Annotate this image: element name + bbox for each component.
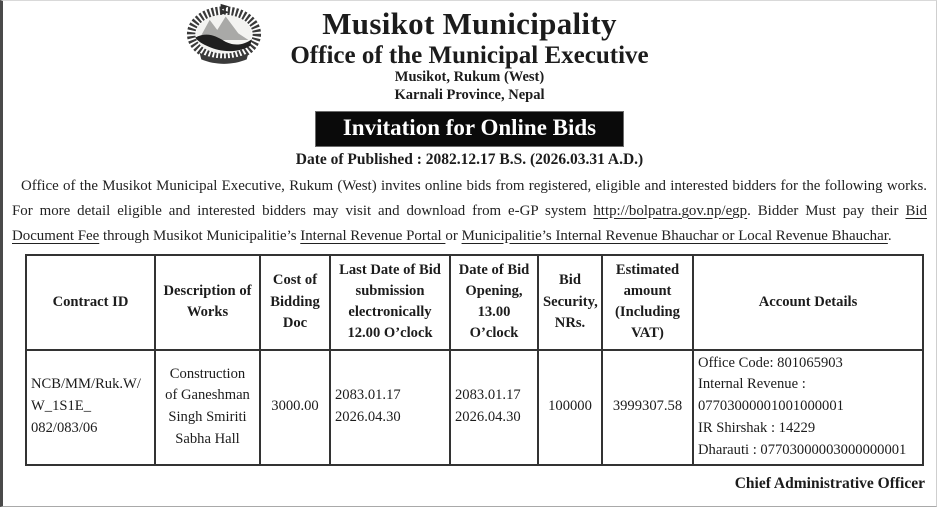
table-row	[26, 350, 923, 465]
header-account-details: Account Details	[693, 255, 923, 350]
header-contract-id: Contract ID	[26, 255, 155, 350]
published-date: Date of Published : 2082.12.17 B.S. (2026.03.31 A.D.)	[295, 150, 644, 168]
address-line-2: Karnali Province, Nepal	[394, 86, 545, 103]
address-line-1: Musikot, Rukum (West)	[394, 69, 545, 86]
last-date-bs: 2083.01.17	[335, 387, 401, 404]
signatory-title: Chief Administrative Officer	[734, 475, 925, 493]
header-cost: Cost of Bidding Doc	[260, 255, 330, 350]
bids-table	[25, 254, 924, 466]
description-line: Sabha Hall	[175, 431, 240, 448]
page-title: Musikot Municipality	[322, 6, 617, 41]
description-line: of Ganeshman	[165, 387, 250, 404]
contract-id-line: 082/083/06	[31, 420, 98, 437]
header-estimated-amount: Estimated amount (Including VAT)	[602, 255, 693, 350]
account-details-cell	[693, 350, 923, 465]
municipality-emblem-icon	[179, 3, 269, 67]
last-date-ad: 2026.04.30	[335, 409, 401, 426]
estimated-amount-cell: 3999307.58	[602, 350, 693, 465]
opening-date-bs: 2083.01.17	[455, 387, 521, 404]
opening-date-cell	[450, 350, 538, 465]
office-subtitle: Office of the Municipal Executive	[290, 41, 649, 69]
description-line: Singh Smiriti	[168, 409, 247, 426]
contract-id-cell	[26, 350, 155, 465]
internal-revenue-label-line: Internal Revenue :	[698, 376, 806, 393]
ir-shirshak-line: IR Shirshak : 14229	[698, 420, 816, 437]
paragraph-segment: or	[445, 227, 462, 244]
header-opening-date: Date of Bid Opening, 13.00 O’clock	[450, 255, 538, 350]
paragraph-segment: . Bidder Must pay their	[747, 202, 906, 219]
bid-security-cell: 100000	[538, 350, 602, 465]
egp-system-link[interactable]: http://bolpatra.gov.np/egp	[593, 202, 748, 219]
header-last-date: Last Date of Bid submission electronically 12.00 O’clock	[330, 255, 450, 350]
internal-revenue-portal-text: Internal Revenue Portal	[300, 227, 446, 244]
letterhead	[3, 1, 936, 105]
revenue-bhauchar-text: Municipalitie’s Internal Revenue Bhauchar or Local Revenue Bhauchar	[461, 227, 888, 244]
contract-id-line: W_1S1E_	[31, 398, 91, 415]
table-header-row	[26, 255, 923, 350]
contract-id-line: NCB/MM/Ruk.W/	[31, 376, 141, 393]
notice-paragraph	[12, 174, 927, 249]
paragraph-segment: through Musikot Municipalitie’s	[99, 227, 301, 244]
bid-document-fee-text: Bid Document Fee	[12, 202, 927, 244]
description-line: Construction	[169, 365, 246, 382]
description-cell	[155, 350, 260, 465]
paragraph-segment: .	[887, 227, 892, 244]
opening-date-ad: 2026.04.30	[455, 409, 521, 426]
header-bid-security: Bid Security, NRs.	[538, 255, 602, 350]
office-code-line: Office Code: 801065903	[698, 354, 843, 371]
last-date-cell	[330, 350, 450, 465]
dharauti-line: Dharauti : 07703000003000000001	[698, 442, 907, 459]
invitation-banner: Invitation for Online Bids	[316, 112, 623, 146]
banner-container	[3, 112, 936, 146]
header-description: Description of Works	[155, 255, 260, 350]
cost-cell: 3000.00	[260, 350, 330, 465]
internal-revenue-number-line: 07703000001001000001	[698, 398, 844, 415]
paragraph-segment: Office of the Musikot Municipal Executive, Rukum (West) invites online bids from registered, eligible and interested bidders for the following works. For more detail eligible and interested bidders may visit and download from e-GP system	[12, 177, 927, 219]
